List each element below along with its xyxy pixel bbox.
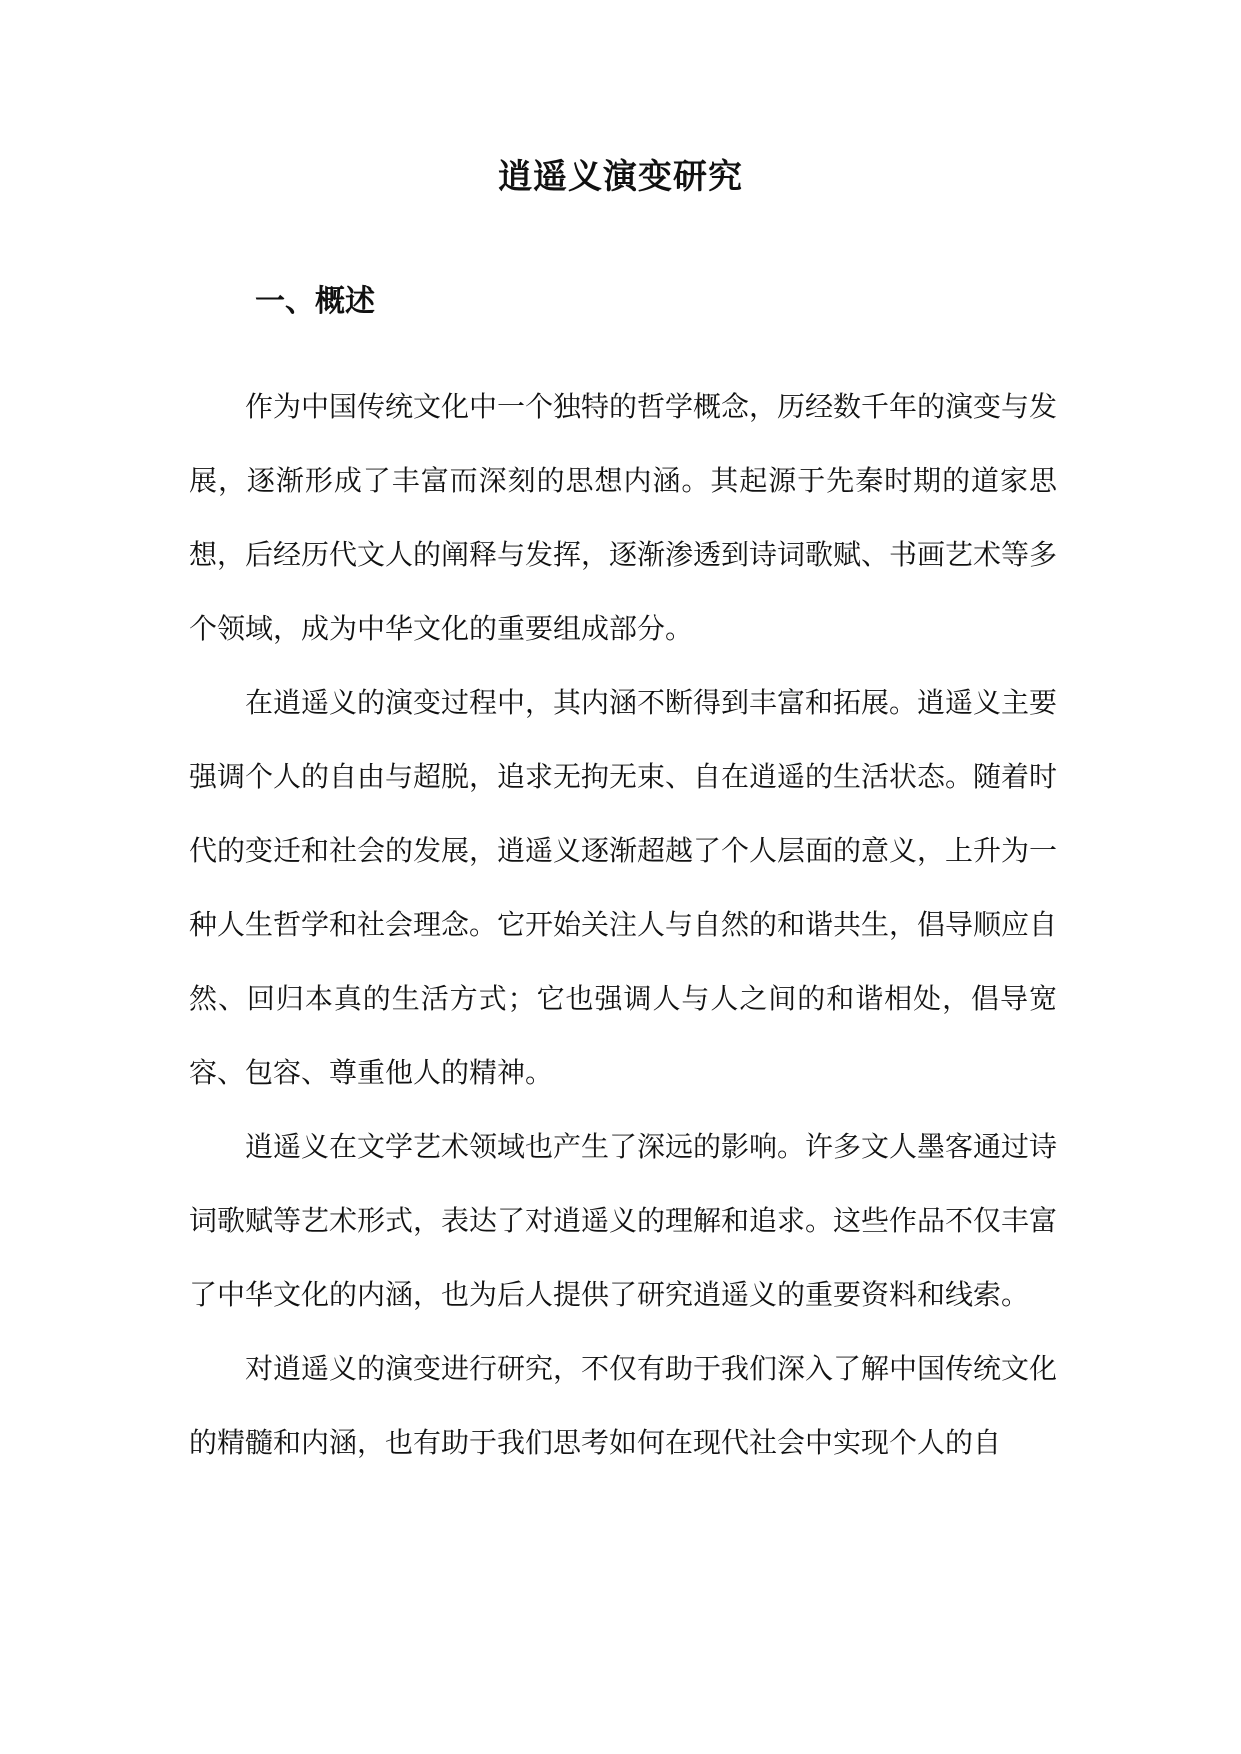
section-heading: 一、概述 [255,284,375,319]
paragraph-2: 在逍遥义的演变过程中，其内涵不断得到丰富和拓展。逍遥义主要强调个人的自由与超脱，追求无拘无束、自在逍遥的生活状态。随着时代的变迁和社会的发展，逍遥义逐渐超越了个人层面的意义，上升为一种人生哲学和社会理念。它开始关注人与自然的和谐共生，倡导顺应自然、回归本真的生活方式；它也强调人与人之间的和谐相处，倡导宽容、包容、尊重他人的精神。 [189,686,1058,1089]
body-text [189,370,1057,1480]
paragraph-1: 作为中国传统文化中一个独特的哲学概念，历经数千年的演变与发展，逐渐形成了丰富而深刻的思想内涵。其起源于先秦时期的道家思想，后经历代文人的阐释与发挥，逐渐渗透到诗词歌赋、书画艺术等多个领域，成为中华文化的重要组成部分。 [189,390,1058,645]
paragraph-3: 逍遥义在文学艺术领域也产生了深远的影响。许多文人墨客通过诗词歌赋等艺术形式，表达了对逍遥义的理解和追求。这些作品不仅丰富了中华文化的内涵，也为后人提供了研究逍遥义的重要资料和线索。 [189,1130,1058,1311]
document-title: 逍遥义演变研究 [498,157,743,197]
paragraph-4: 对逍遥义的演变进行研究，不仅有助于我们深入了解中国传统文化的精髓和内涵，也有助于我们思考如何在现代社会中实现个人的自 [189,1352,1058,1459]
